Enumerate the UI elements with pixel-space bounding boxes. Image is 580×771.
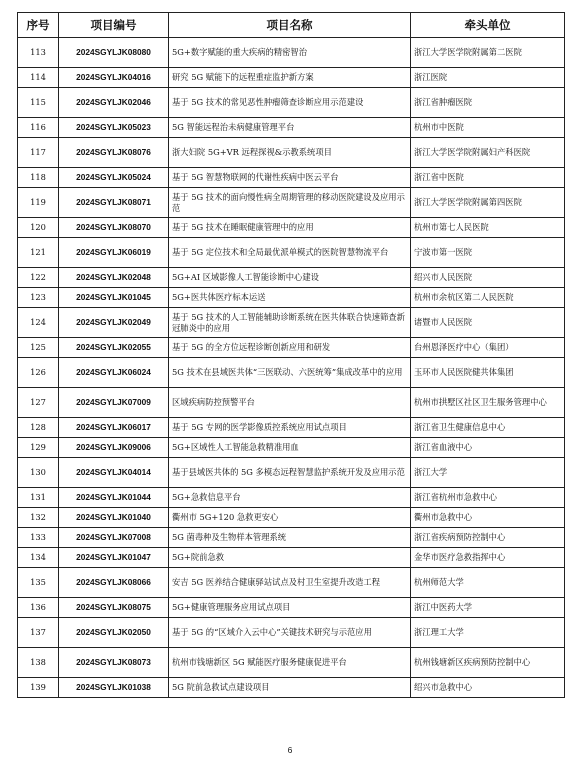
project-code: 2024SGYLJK08075: [59, 598, 169, 618]
header-unit: 牵头单位: [411, 13, 565, 38]
lead-unit: 浙江省卫生健康信息中心: [411, 418, 565, 438]
project-code: 2024SGYLJK09006: [59, 438, 169, 458]
row-number: 127: [18, 388, 59, 418]
lead-unit: 宁波市第一医院: [411, 238, 565, 268]
table-row: [18, 648, 565, 678]
row-number: 119: [18, 188, 59, 218]
project-code: 2024SGYLJK08080: [59, 38, 169, 68]
lead-unit: 浙江理工大学: [411, 618, 565, 648]
project-name: 区域疾病防控预警平台: [169, 388, 411, 418]
table-row: [18, 388, 565, 418]
row-number: 126: [18, 358, 59, 388]
table-row: [18, 438, 565, 458]
table-row: [18, 508, 565, 528]
table-row: [18, 218, 565, 238]
table-row: [18, 268, 565, 288]
row-number: 116: [18, 118, 59, 138]
project-code: 2024SGYLJK08066: [59, 568, 169, 598]
table-row: [18, 598, 565, 618]
lead-unit: 绍兴市急救中心: [411, 678, 565, 698]
project-table: [17, 12, 565, 698]
row-number: 122: [18, 268, 59, 288]
lead-unit: 杭州市中医院: [411, 118, 565, 138]
row-number: 120: [18, 218, 59, 238]
row-number: 138: [18, 648, 59, 678]
project-code: 2024SGYLJK05024: [59, 168, 169, 188]
table-row: [18, 138, 565, 168]
header-code: 项目编号: [59, 13, 169, 38]
lead-unit: 诸暨市人民医院: [411, 308, 565, 338]
lead-unit: 玉环市人民医院健共体集团: [411, 358, 565, 388]
header-name: 项目名称: [169, 13, 411, 38]
project-code: 2024SGYLJK02055: [59, 338, 169, 358]
row-number: 130: [18, 458, 59, 488]
table-row: [18, 678, 565, 698]
project-name: 基于 5G 智慧物联网的代谢性疾病中医云平台: [169, 168, 411, 188]
row-number: 133: [18, 528, 59, 548]
project-name: 5G+急救信息平台: [169, 488, 411, 508]
project-name: 基于 5G 的全方位远程诊断创新应用和研发: [169, 338, 411, 358]
row-number: 136: [18, 598, 59, 618]
table-row: [18, 118, 565, 138]
project-code: 2024SGYLJK06017: [59, 418, 169, 438]
lead-unit: 浙江医院: [411, 68, 565, 88]
lead-unit: 浙江省肿瘤医院: [411, 88, 565, 118]
project-code: 2024SGYLJK02046: [59, 88, 169, 118]
project-name: 5G 菌毒种及生物样本管理系统: [169, 528, 411, 548]
project-name: 5G+健康管理服务应用试点项目: [169, 598, 411, 618]
table-row: [18, 358, 565, 388]
project-code: 2024SGYLJK01047: [59, 548, 169, 568]
lead-unit: 杭州钱塘新区疾病预防控制中心: [411, 648, 565, 678]
project-code: 2024SGYLJK07008: [59, 528, 169, 548]
project-code: 2024SGYLJK02050: [59, 618, 169, 648]
project-name: 5G+AI 区域影像人工智能诊断中心建设: [169, 268, 411, 288]
row-number: 125: [18, 338, 59, 358]
table-row: [18, 308, 565, 338]
lead-unit: 台州恩泽医疗中心（集团）: [411, 338, 565, 358]
project-code: 2024SGYLJK08076: [59, 138, 169, 168]
row-number: 124: [18, 308, 59, 338]
table-row: [18, 618, 565, 648]
project-code: 2024SGYLJK02048: [59, 268, 169, 288]
project-name: 基于 5G 技术的面向慢性病全周期管理的移动医院建设及应用示范: [169, 188, 411, 218]
lead-unit: 杭州市第七人民医院: [411, 218, 565, 238]
project-name: 杭州市钱塘新区 5G 赋能医疗服务健康促进平台: [169, 648, 411, 678]
lead-unit: 衢州市急救中心: [411, 508, 565, 528]
row-number: 117: [18, 138, 59, 168]
row-number: 132: [18, 508, 59, 528]
project-code: 2024SGYLJK04016: [59, 68, 169, 88]
project-code: 2024SGYLJK06024: [59, 358, 169, 388]
table-row: [18, 338, 565, 358]
project-name: 浙大妇院 5G+VR 远程探视&示教系统项目: [169, 138, 411, 168]
lead-unit: 杭州师范大学: [411, 568, 565, 598]
project-name: 基于县域医共体的 5G 多模态远程智慧监护系统开发及应用示范: [169, 458, 411, 488]
lead-unit: 浙江大学医学院附属第四医院: [411, 188, 565, 218]
project-name: 基于 5G 技术的人工智能辅助诊断系统在医共体联合快速筛查新冠肺炎中的应用: [169, 308, 411, 338]
project-name: 5G+院前急救: [169, 548, 411, 568]
project-code: 2024SGYLJK08070: [59, 218, 169, 238]
project-code: 2024SGYLJK07009: [59, 388, 169, 418]
row-number: 123: [18, 288, 59, 308]
header-no: 序号: [18, 13, 59, 38]
row-number: 118: [18, 168, 59, 188]
table-row: [18, 68, 565, 88]
table-row: [18, 238, 565, 268]
table-row: [18, 168, 565, 188]
table-row: [18, 528, 565, 548]
project-name: 基于 5G 的“区域介入云中心”关键技术研究与示范应用: [169, 618, 411, 648]
lead-unit: 浙江大学: [411, 458, 565, 488]
project-code: 2024SGYLJK01045: [59, 288, 169, 308]
row-number: 129: [18, 438, 59, 458]
project-code: 2024SGYLJK01038: [59, 678, 169, 698]
row-number: 134: [18, 548, 59, 568]
row-number: 139: [18, 678, 59, 698]
project-name: 5G+数字赋能的重大疾病的精密智治: [169, 38, 411, 68]
table-row: [18, 38, 565, 68]
lead-unit: 绍兴市人民医院: [411, 268, 565, 288]
project-code: 2024SGYLJK08073: [59, 648, 169, 678]
table-header-row: [18, 13, 565, 38]
page-number: 6: [287, 745, 293, 755]
project-name: 基于 5G 定位技术和全局最优派单模式的医院智慧物流平台: [169, 238, 411, 268]
row-number: 131: [18, 488, 59, 508]
table-row: [18, 568, 565, 598]
lead-unit: 浙江中医药大学: [411, 598, 565, 618]
project-code: 2024SGYLJK01040: [59, 508, 169, 528]
project-name: 基于 5G 技术的常见恶性肿瘤筛查诊断应用示范建设: [169, 88, 411, 118]
row-number: 137: [18, 618, 59, 648]
lead-unit: 杭州市拱墅区社区卫生服务管理中心: [411, 388, 565, 418]
table-row: [18, 188, 565, 218]
project-code: 2024SGYLJK06019: [59, 238, 169, 268]
lead-unit: 浙江省血液中心: [411, 438, 565, 458]
project-code: 2024SGYLJK05023: [59, 118, 169, 138]
row-number: 113: [18, 38, 59, 68]
project-code: 2024SGYLJK08071: [59, 188, 169, 218]
project-code: 2024SGYLJK01044: [59, 488, 169, 508]
table-row: [18, 88, 565, 118]
project-name: 基于 5G 专网的医学影像质控系统应用试点项目: [169, 418, 411, 438]
row-number: 121: [18, 238, 59, 268]
row-number: 114: [18, 68, 59, 88]
lead-unit: 杭州市余杭区第二人民医院: [411, 288, 565, 308]
project-name: 5G+医共体医疗标本运送: [169, 288, 411, 308]
table-row: [18, 548, 565, 568]
lead-unit: 浙江大学医学院附属妇产科医院: [411, 138, 565, 168]
project-name: 5G 技术在县域医共体“三医联动、六医统筹”集成改革中的应用: [169, 358, 411, 388]
lead-unit: 浙江省疾病预防控制中心: [411, 528, 565, 548]
row-number: 128: [18, 418, 59, 438]
table-row: [18, 418, 565, 438]
project-name: 5G+区域性人工智能急救精准用血: [169, 438, 411, 458]
project-name: 研究 5G 赋能下的远程重症监护新方案: [169, 68, 411, 88]
project-name: 衢州市 5G+120 急救更安心: [169, 508, 411, 528]
lead-unit: 金华市医疗急救指挥中心: [411, 548, 565, 568]
table-row: [18, 458, 565, 488]
project-name: 安吉 5G 医养结合健康驿站试点及村卫生室提升改造工程: [169, 568, 411, 598]
row-number: 115: [18, 88, 59, 118]
project-name: 基于 5G 技术在睡眠健康管理中的应用: [169, 218, 411, 238]
lead-unit: 浙江大学医学院附属第二医院: [411, 38, 565, 68]
project-code: 2024SGYLJK02049: [59, 308, 169, 338]
row-number: 135: [18, 568, 59, 598]
table-row: [18, 488, 565, 508]
lead-unit: 浙江省杭州市急救中心: [411, 488, 565, 508]
lead-unit: 浙江省中医院: [411, 168, 565, 188]
project-code: 2024SGYLJK04014: [59, 458, 169, 488]
table-row: [18, 288, 565, 308]
project-name: 5G 智能远程治未病健康管理平台: [169, 118, 411, 138]
project-name: 5G 院前急救试点建设项目: [169, 678, 411, 698]
